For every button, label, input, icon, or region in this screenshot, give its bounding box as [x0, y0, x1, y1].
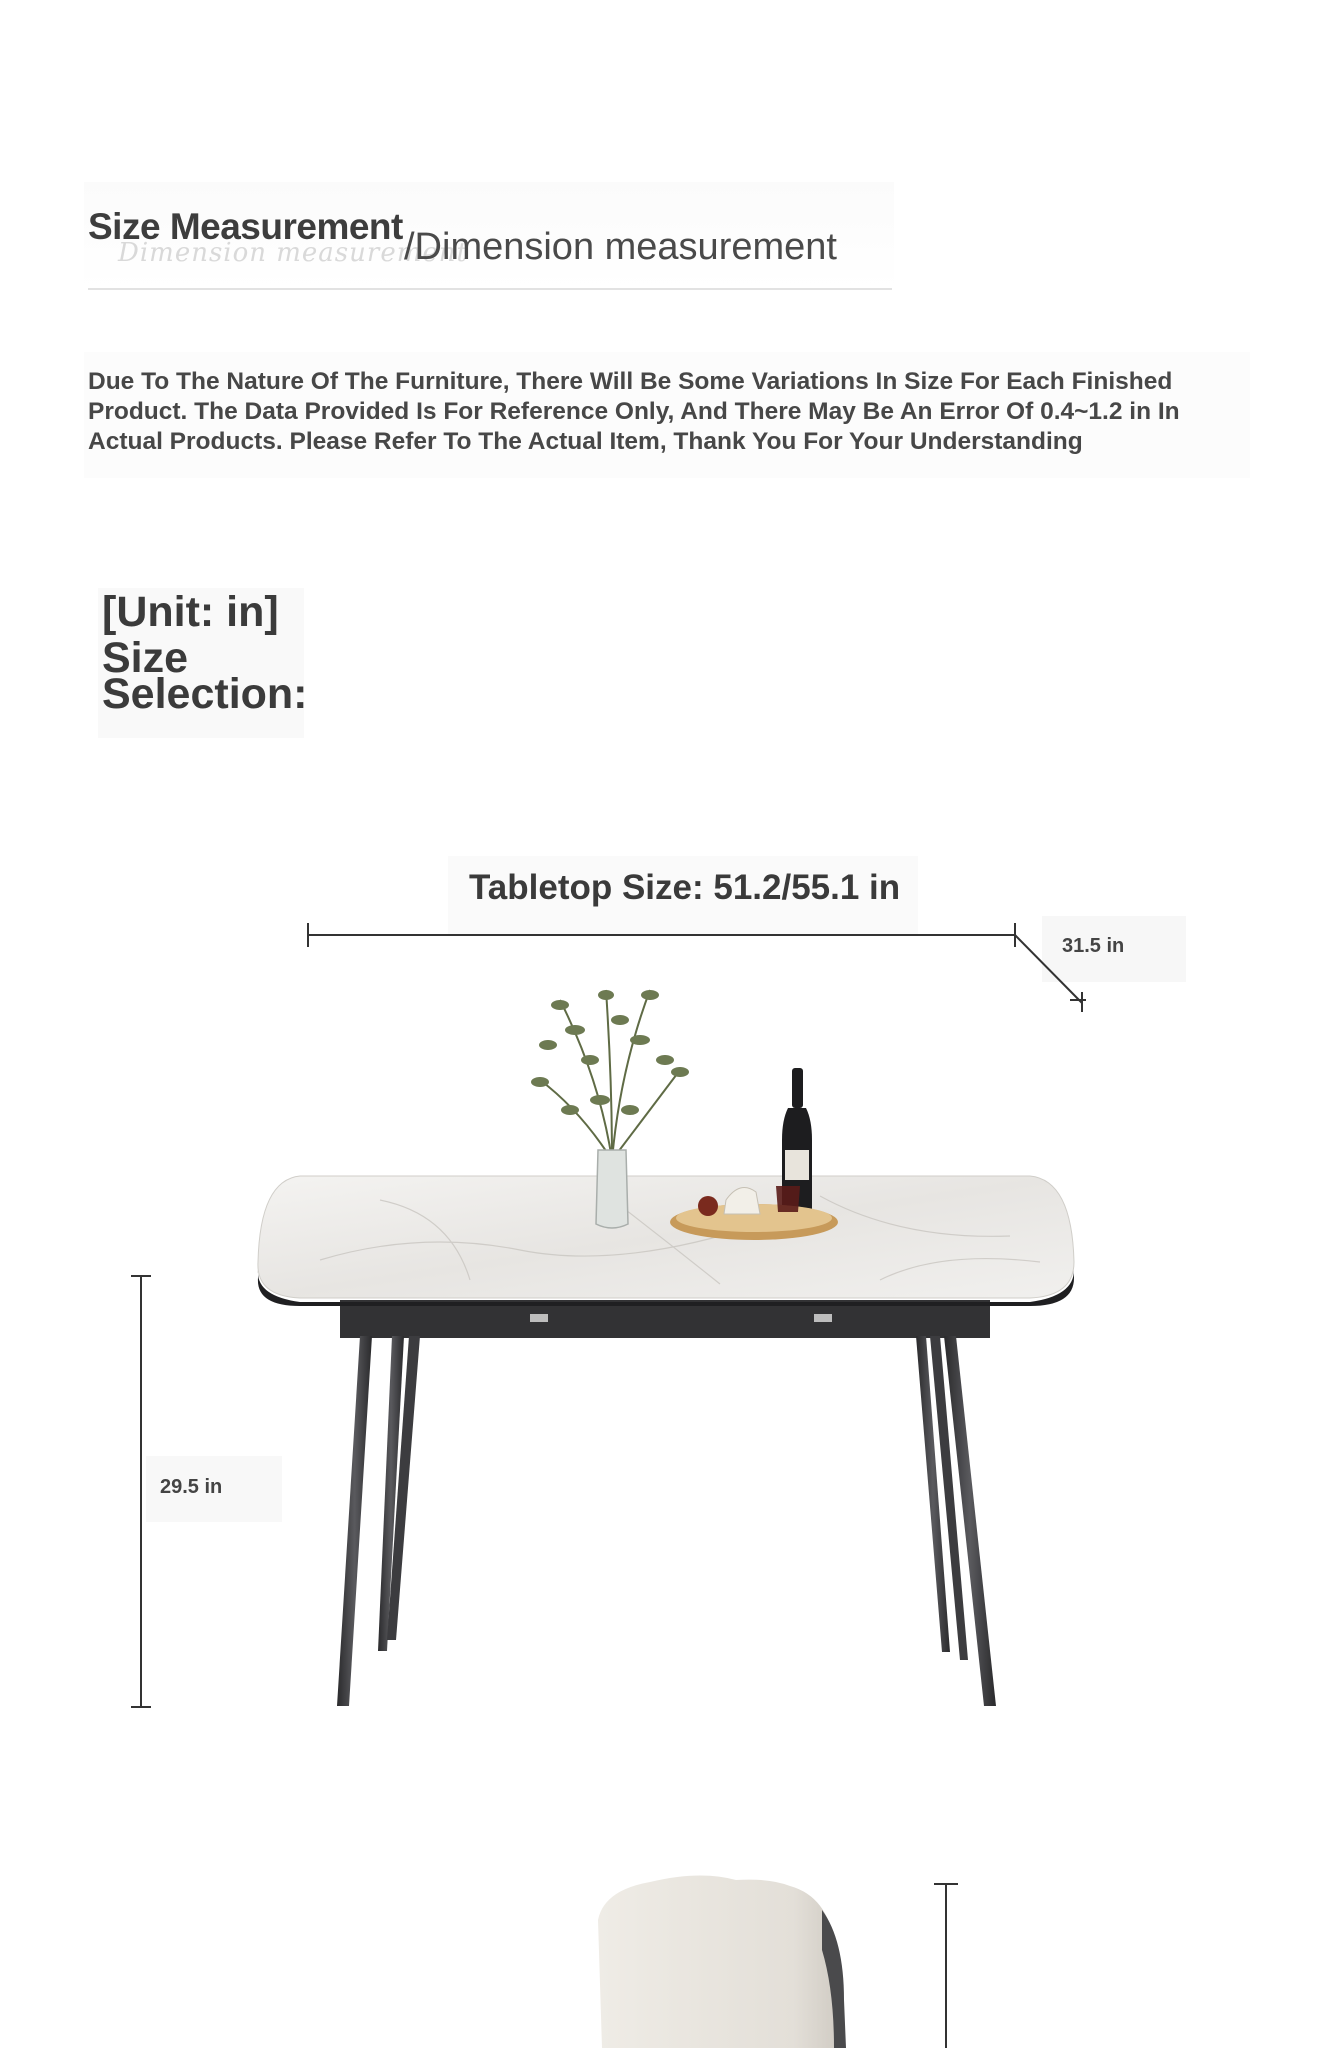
tabletop-size-label: Tabletop Size: 51.2/55.1 in: [469, 868, 901, 907]
title-ghost-text: Dimension measurement: [118, 238, 468, 268]
size-selection-label: Size Selection:: [102, 634, 308, 718]
depth-label: 31.5 in: [1062, 935, 1125, 957]
height-dimension-line: [131, 1276, 151, 1707]
disclaimer-text: Due To The Nature Of The Furniture, There Will Be Some Variations In Size For Each Finished Product. The Data Provided Is For Reference Only, And There May Be An Error Of 0.4~1.2 in In Actual Products. Please Refer To The Actual Item, Thank You For Your Understanding: [88, 368, 1180, 455]
dining-table-image: [258, 1176, 1074, 1706]
page-title: Size Measurement: [88, 206, 403, 247]
chair-height-dimension-line: [934, 1884, 958, 2048]
unit-label: [Unit: in]: [102, 588, 279, 636]
width-dimension-line: [308, 923, 1015, 947]
depth-dimension-line: [1015, 935, 1086, 1012]
height-label: 29.5 in: [160, 1476, 223, 1498]
page-subtitle: /Dimension measurement: [404, 226, 837, 268]
dining-chair-image: [598, 1875, 846, 2048]
